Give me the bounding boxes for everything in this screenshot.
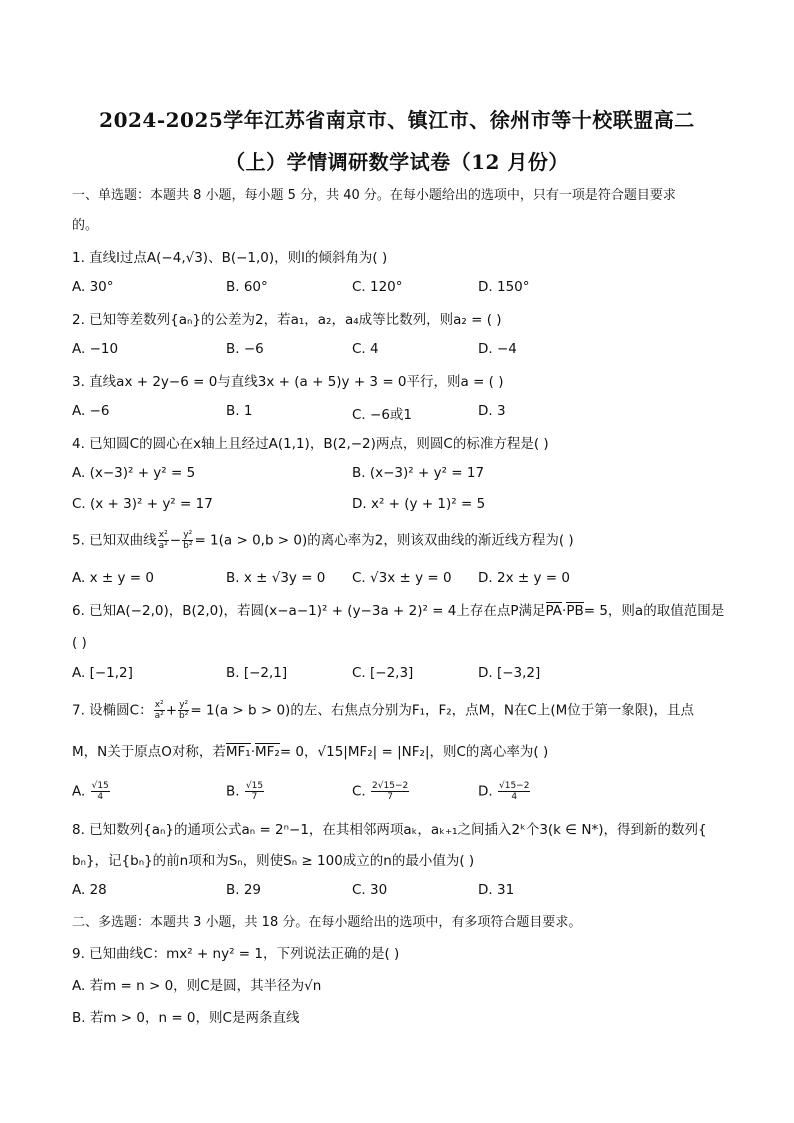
q7-line2-prefix: M，N关于原点O对称，若 [72,744,226,760]
q7-option-d-den: 4 [511,792,518,802]
q4-stem: 4. 已知圆C的圆心在x轴上且经过A(1,1)，B(2,−2)两点，则圆C的标准方程是( ) [72,436,549,452]
q6-stem [72,601,732,621]
q7-frac-x-den: a² [154,711,164,721]
q7-option-b-frac [245,781,264,802]
q4-option-b: B. (x−3)² + y² = 17 [352,465,485,481]
q4-option-a: A. (x−3)² + y² = 5 [72,465,196,481]
q5-frac-y-den: b² [183,541,193,551]
q6-option-c: C. [−2,3] [352,665,414,681]
q7-option-d-num: √15−2 [498,781,530,791]
q8-option-c: C. 30 [352,882,388,898]
q7-option-d [478,781,531,802]
q7-option-a-num: √15 [91,781,109,791]
q8-option-a: A. 28 [72,882,107,898]
q5-stem-suffix: = 1(a > 0,b > 0)的离心率为2，则该双曲线的渐近线方程为( ) [194,532,574,549]
q7-option-a-frac [91,781,110,802]
q1-option-d: D. 150° [478,279,530,295]
q2-option-c: C. 4 [352,341,379,357]
exam-title-line2: （上）学情调研数学试卷（12 月份） [225,150,569,174]
q5-option-b: B. x ± √3y = 0 [226,570,326,586]
q7-option-c-num: 2√15−2 [372,781,409,791]
q6-option-a: A. [−1,2] [72,665,133,681]
q7-option-a-label: A. [72,783,86,800]
q7-option-c-den: 7 [387,792,393,802]
q5-frac-x-num: x² [158,530,168,540]
q6-vector-pb: PB [566,603,584,619]
section1-heading-line2: 的。 [72,218,99,233]
q7-option-c [352,781,410,802]
q9-option-b: B. 若m > 0，n = 0，则C是两条直线 [72,1010,300,1026]
q4-option-c: C. (x + 3)² + y² = 17 [72,496,213,512]
q5-stem-prefix: 5. 已知双曲线 [72,532,157,549]
q5-fraction-y [182,530,193,551]
q8-stem: 8. 已知数列{aₙ}的通项公式aₙ = 2ⁿ−1，在其相邻两项aₖ，aₖ₊₁之间插入2ᵏ个3(k ∈ N*)，得到新的数列{ [72,822,707,838]
q8-option-b: B. 29 [226,882,262,898]
q7-option-b-label: B. [226,783,240,800]
q7-dot: · [250,744,255,760]
q3-option-c: C. −6或1 [352,407,412,423]
q9-option-a: A. 若m = n > 0，则C是圆，其半径为√n [72,978,322,994]
q5-option-a: A. x ± y = 0 [72,570,154,586]
q6-stem-suffix: = 5，则a的取值范围是 [583,603,725,619]
q5-fraction-x [158,530,169,551]
q7-option-b-num: √15 [245,781,264,791]
q7-option-b [226,781,265,802]
q2-option-d: D. −4 [478,341,517,357]
q9-stem: 9. 已知曲线C：mx² + ny² = 1，下列说法正确的是( ) [72,946,400,962]
q7-stem-suffix: = 1(a > b > 0)的左、右焦点分别为F₁，F₂，点M，N在C上(M位于第一象限)，且点 [190,702,695,719]
q7-frac-y-den: b² [179,711,189,721]
q7-option-a [72,781,111,802]
q8-option-d: D. 31 [478,882,515,898]
q8-stem-line2: bₙ}，记{bₙ}的前n项和为Sₙ，则使Sₙ ≥ 100成立的n的最小值为( ) [72,853,475,869]
q7-option-d-frac [498,781,530,802]
q7-option-c-frac [371,781,409,802]
q3-option-a: A. −6 [72,403,110,419]
q4-option-d: D. x² + (y + 1)² = 5 [352,496,486,512]
q5-minus: − [169,532,182,549]
q7-stem-line2 [72,742,732,762]
exam-title-line1: 2024-2025学年江苏省南京市、镇江市、徐州市等十校联盟高二 [99,108,695,132]
q1-option-a: A. 30° [72,279,114,295]
q2-stem: 2. 已知等差数列{aₙ}的公差为2，若a₁，a₂，a₄成等比数列，则a₂ = ( ) [72,312,502,328]
q5-option-c: C. √3x ± y = 0 [352,570,452,586]
section2-heading: 二、多选题：本题共 3 小题，共 18 分。在每小题给出的选项中，有多项符合题目要求。 [72,915,582,930]
q7-fraction-y [178,700,189,721]
q5-stem [72,530,732,551]
q6-option-d: D. [−3,2] [478,665,541,681]
q2-option-b: B. −6 [226,341,264,357]
q7-frac-y-num: y² [179,700,189,710]
q6-dot: · [562,603,567,619]
q3-stem: 3. 直线ax + 2y−6 = 0与直线3x + (a + 5)y + 3 = 0平行，则a = ( ) [72,374,504,390]
q7-fraction-x [154,700,165,721]
q7-stem [72,700,732,721]
q5-option-d: D. 2x ± y = 0 [478,570,570,586]
q5-frac-y-num: y² [183,530,193,540]
q6-stem-prefix: 6. 已知A(−2,0)，B(2,0)，若圆(x−a−1)² + (y−3a + 2)² = 4上存在点P满足 [72,603,546,619]
q7-option-b-den: 7 [251,792,258,802]
q7-stem-prefix: 7. 设椭圆C： [72,702,153,719]
q7-option-c-label: C. [352,783,366,800]
q7-vector-mf1: MF₁ [225,744,251,760]
q1-stem: 1. 直线l过点A(−4,√3)、B(−1,0)，则l的倾斜角为( ) [72,250,388,266]
q7-plus: + [165,702,178,719]
q2-option-a: A. −10 [72,341,119,357]
q7-option-a-den: 4 [97,792,104,802]
q6-stem-line2: ( ) [72,635,87,651]
q1-option-b: B. 60° [226,279,268,295]
q7-option-d-label: D. [478,783,493,800]
q7-vector-mf2: MF₂ [255,744,280,760]
q7-frac-x-num: x² [154,700,164,710]
q6-option-b: B. [−2,1] [226,665,288,681]
section1-heading-line1: 一、单选题：本题共 8 小题，每小题 5 分，共 40 分。在每小题给出的选项中，只有一项是符合题目要求 [72,188,676,203]
q1-option-c: C. 120° [352,279,403,295]
q3-option-d: D. 3 [478,403,506,419]
q7-line2-suffix: = 0，√15|MF₂| = |NF₂|，则C的离心率为( ) [279,744,549,760]
q5-frac-x-den: a² [158,541,168,551]
q6-vector-pa: PA [545,603,563,619]
q3-option-b: B. 1 [226,403,253,419]
